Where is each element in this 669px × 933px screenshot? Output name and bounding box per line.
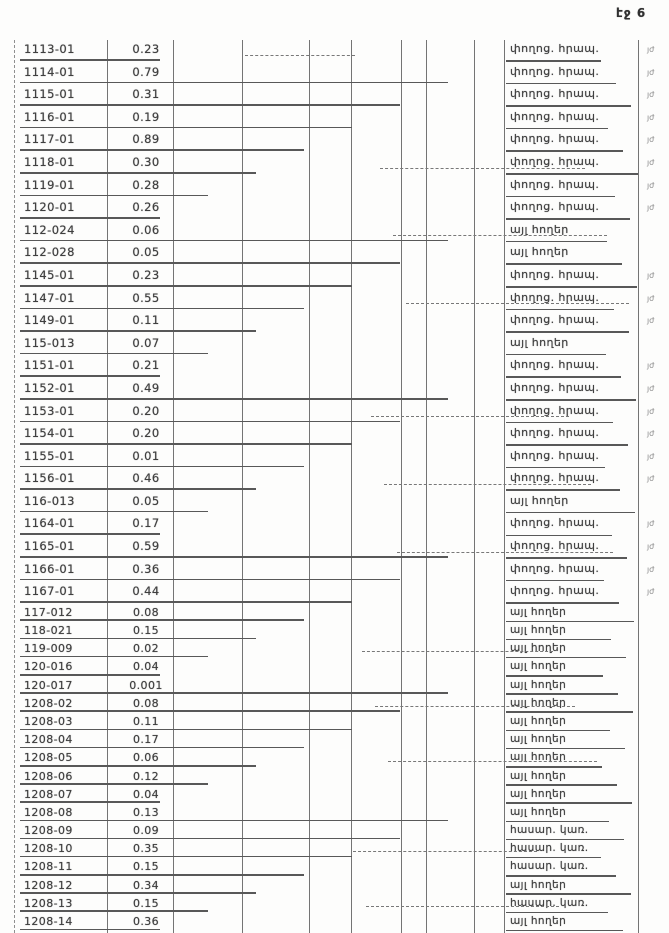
land-use: այլ հողեր bbox=[510, 751, 567, 764]
dashed-scan-line bbox=[371, 416, 569, 417]
row-underline bbox=[20, 82, 448, 84]
land-use: հասար. կառ. bbox=[510, 860, 589, 873]
row-underline bbox=[20, 856, 352, 858]
row-underline bbox=[20, 710, 400, 712]
margin-mark: յժ bbox=[647, 270, 655, 280]
area-value: 0.89 bbox=[132, 132, 160, 147]
dashed-scan-line bbox=[353, 851, 537, 852]
land-parcel-table bbox=[14, 40, 655, 933]
dashed-scan-line bbox=[393, 235, 607, 236]
land-use-underline bbox=[506, 675, 603, 677]
parcel-id: 1208-08 bbox=[24, 805, 73, 819]
table-rows bbox=[15, 40, 655, 933]
land-use-underline bbox=[506, 422, 613, 424]
margin-mark: յժ bbox=[647, 203, 655, 213]
parcel-id: 1115-01 bbox=[24, 87, 75, 102]
table-row bbox=[15, 424, 655, 447]
land-use: հասար. կառ. bbox=[510, 824, 589, 837]
land-use-underline bbox=[506, 730, 610, 732]
row-underline bbox=[20, 217, 160, 219]
row-underline bbox=[20, 330, 256, 332]
parcel-id: 1208-10 bbox=[24, 842, 73, 856]
row-underline bbox=[20, 195, 208, 197]
margin-mark: յժ bbox=[647, 474, 655, 484]
land-use-underline bbox=[506, 711, 633, 713]
margin-mark: յժ bbox=[647, 135, 655, 145]
area-value: 0.02 bbox=[132, 642, 160, 656]
dashed-scan-line bbox=[362, 651, 553, 652]
area-value: 0.21 bbox=[132, 358, 160, 373]
parcel-id: 119-009 bbox=[24, 642, 73, 656]
parcel-id: 112-028 bbox=[24, 245, 75, 260]
parcel-id: 1117-01 bbox=[24, 132, 75, 147]
parcel-id: 1147-01 bbox=[24, 290, 75, 305]
land-use: այլ հողեր bbox=[510, 678, 567, 691]
area-value: 0.49 bbox=[132, 380, 160, 395]
area-value: 0.46 bbox=[132, 471, 160, 486]
parcel-id: 1149-01 bbox=[24, 313, 75, 328]
area-value: 0.79 bbox=[132, 64, 160, 79]
table-row bbox=[15, 696, 639, 714]
land-use: փողոց. հրապ. bbox=[510, 471, 600, 485]
parcel-id: 1208-14 bbox=[24, 915, 73, 929]
row-underline bbox=[20, 240, 448, 242]
table-row bbox=[15, 85, 655, 108]
row-underline bbox=[20, 172, 256, 174]
parcel-id: 120-016 bbox=[24, 660, 73, 674]
table-row bbox=[15, 787, 639, 805]
area-value: 0.13 bbox=[132, 805, 160, 819]
land-use-underline bbox=[506, 286, 637, 288]
parcel-id: 1208-03 bbox=[24, 714, 73, 728]
margin-mark: յժ bbox=[647, 361, 655, 371]
table-row bbox=[15, 714, 639, 732]
dashed-scan-line bbox=[397, 552, 613, 553]
dashed-scan-line bbox=[406, 303, 629, 304]
parcel-id: 1208-13 bbox=[24, 896, 73, 910]
land-use-underline bbox=[506, 893, 631, 895]
table-row bbox=[15, 841, 639, 859]
land-use: փողոց. հրապ. bbox=[510, 516, 600, 530]
land-use-underline bbox=[506, 128, 608, 130]
row-underline bbox=[20, 838, 400, 840]
parcel-id: 1116-01 bbox=[24, 109, 75, 124]
land-use-underline bbox=[506, 218, 630, 220]
land-use: այլ հողեր bbox=[510, 805, 567, 818]
margin-mark: յժ bbox=[647, 587, 655, 597]
land-use: այլ հողեր bbox=[510, 915, 567, 928]
land-use-underline bbox=[506, 930, 623, 932]
parcel-id: 117-012 bbox=[24, 605, 73, 619]
table-row bbox=[15, 402, 655, 425]
parcel-id: 1153-01 bbox=[24, 403, 75, 418]
parcel-id: 1113-01 bbox=[24, 42, 75, 56]
row-underline bbox=[20, 149, 304, 151]
land-use-underline bbox=[506, 784, 617, 786]
margin-mark: յժ bbox=[647, 519, 655, 529]
land-use-underline bbox=[506, 467, 605, 469]
row-underline bbox=[20, 874, 304, 876]
land-use: այլ հողեր bbox=[510, 335, 569, 349]
area-value: 0.06 bbox=[132, 222, 160, 237]
area-value: 0.28 bbox=[132, 177, 160, 192]
parcel-id: 1208-05 bbox=[24, 751, 73, 765]
area-value: 0.36 bbox=[132, 915, 160, 929]
area-value: 0.44 bbox=[132, 584, 160, 599]
parcel-id: 116-013 bbox=[24, 493, 75, 508]
table-row bbox=[15, 896, 639, 914]
area-value: 0.08 bbox=[132, 605, 160, 619]
table-row bbox=[15, 153, 655, 176]
land-use: փողոց. հրապ. bbox=[510, 584, 600, 598]
area-value: 0.19 bbox=[132, 109, 160, 124]
area-value: 0.07 bbox=[132, 335, 160, 350]
land-use-underline bbox=[506, 489, 620, 491]
row-underline bbox=[20, 466, 304, 468]
table-row bbox=[15, 514, 655, 537]
parcel-id: 112-024 bbox=[24, 222, 75, 237]
land-use: այլ հողեր bbox=[510, 878, 567, 891]
margin-mark: յժ bbox=[647, 406, 655, 416]
land-use: այլ հողեր bbox=[510, 624, 567, 637]
land-use-underline bbox=[506, 802, 632, 804]
parcel-id: 1145-01 bbox=[24, 267, 75, 282]
land-use: փողոց. հրապ. bbox=[510, 313, 600, 327]
area-value: 0.15 bbox=[132, 896, 160, 910]
table-row bbox=[15, 469, 655, 492]
row-underline bbox=[20, 59, 160, 61]
parcel-id: 1152-01 bbox=[24, 380, 75, 395]
area-value: 0.34 bbox=[132, 878, 160, 892]
land-use: այլ հողեր bbox=[510, 493, 569, 507]
land-use-underline bbox=[506, 354, 606, 356]
table-row bbox=[15, 379, 655, 402]
row-underline bbox=[20, 375, 160, 377]
row-underline bbox=[20, 619, 304, 621]
margin-mark: յժ bbox=[647, 383, 655, 393]
row-underline bbox=[20, 398, 448, 400]
row-underline bbox=[20, 747, 304, 749]
row-underline bbox=[20, 308, 304, 310]
margin-mark: յժ bbox=[647, 45, 655, 54]
land-use-underline bbox=[506, 512, 635, 514]
area-value: 0.08 bbox=[132, 696, 160, 710]
area-value: 0.11 bbox=[132, 714, 160, 728]
land-use: այլ հողեր bbox=[510, 222, 569, 236]
area-value: 0.01 bbox=[132, 448, 160, 463]
row-underline bbox=[20, 421, 400, 423]
table-row bbox=[15, 447, 655, 470]
land-use: փողոց. հրապ. bbox=[510, 561, 600, 575]
margin-mark: յժ bbox=[647, 316, 655, 326]
area-value: 0.23 bbox=[132, 42, 160, 56]
land-use: փողոց. հրապ. bbox=[510, 64, 600, 78]
area-value: 0.15 bbox=[132, 860, 160, 874]
area-value: 0.09 bbox=[132, 824, 160, 838]
land-use: այլ հողեր bbox=[510, 660, 567, 673]
parcel-id: 115-013 bbox=[24, 335, 75, 350]
row-underline bbox=[20, 929, 160, 931]
table-row bbox=[15, 605, 639, 623]
table-row bbox=[15, 805, 639, 823]
land-use-underline bbox=[506, 602, 619, 604]
table-row bbox=[15, 537, 655, 560]
row-underline bbox=[20, 262, 400, 264]
land-use-underline bbox=[506, 766, 602, 768]
parcel-id: 1167-01 bbox=[24, 584, 75, 599]
row-underline bbox=[20, 783, 208, 785]
parcel-id: 1208-12 bbox=[24, 878, 73, 892]
area-value: 0.20 bbox=[132, 403, 160, 418]
area-value: 0.35 bbox=[132, 842, 160, 856]
dashed-scan-line bbox=[388, 761, 597, 762]
table-row bbox=[15, 769, 639, 787]
land-use-underline bbox=[506, 639, 611, 641]
margin-mark: յժ bbox=[647, 429, 655, 439]
land-use-underline bbox=[506, 60, 601, 62]
row-underline bbox=[20, 104, 400, 106]
area-value: 0.05 bbox=[132, 493, 160, 508]
dashed-scan-line bbox=[380, 168, 585, 169]
area-value: 0.36 bbox=[132, 561, 160, 576]
parcel-id: 1165-01 bbox=[24, 539, 75, 554]
land-use-underline bbox=[506, 657, 626, 659]
row-underline bbox=[20, 656, 208, 658]
parcel-id: 1155-01 bbox=[24, 448, 75, 463]
land-use: փողոց. հրապ. bbox=[510, 42, 600, 55]
land-use-underline bbox=[506, 150, 623, 152]
parcel-id: 1154-01 bbox=[24, 426, 75, 441]
land-use: այլ հողեր bbox=[510, 714, 567, 727]
land-use: այլ հողեր bbox=[510, 605, 567, 618]
land-use: այլ հողեր bbox=[510, 696, 567, 709]
land-use: փողոց. հրապ. bbox=[510, 200, 600, 214]
dashed-scan-line bbox=[384, 484, 591, 485]
table-row bbox=[15, 176, 655, 199]
row-underline bbox=[20, 443, 352, 445]
area-value: 0.17 bbox=[132, 733, 160, 747]
parcel-id: 118-021 bbox=[24, 624, 73, 638]
margin-mark: յժ bbox=[647, 180, 655, 190]
parcel-id: 1166-01 bbox=[24, 561, 75, 576]
parcel-id: 1114-01 bbox=[24, 64, 75, 79]
area-value: 0.26 bbox=[132, 200, 160, 215]
table-row bbox=[15, 823, 639, 841]
row-underline bbox=[20, 820, 448, 822]
table-row bbox=[15, 289, 655, 312]
land-use: փողոց. հրապ. bbox=[510, 132, 600, 146]
land-use: հասար. կառ. bbox=[510, 896, 589, 909]
land-use-underline bbox=[506, 557, 627, 559]
area-value: 0.20 bbox=[132, 426, 160, 441]
land-use-underline bbox=[506, 241, 607, 243]
row-underline bbox=[20, 488, 256, 490]
row-underline bbox=[20, 765, 256, 767]
table-row bbox=[15, 198, 655, 221]
area-value: 0.001 bbox=[129, 678, 163, 692]
parcel-id: 1151-01 bbox=[24, 358, 75, 373]
area-value: 0.31 bbox=[132, 87, 160, 102]
land-use: փողոց. հրապ. bbox=[510, 403, 600, 417]
parcel-id: 120-017 bbox=[24, 678, 73, 692]
table-row bbox=[15, 859, 639, 877]
land-use: այլ հողեր bbox=[510, 787, 567, 800]
row-underline bbox=[20, 910, 208, 912]
table-row bbox=[15, 678, 639, 696]
margin-mark: յժ bbox=[647, 451, 655, 461]
land-use-underline bbox=[506, 580, 604, 582]
dashed-scan-line bbox=[375, 706, 575, 707]
margin-mark: յժ bbox=[647, 67, 655, 77]
land-use-underline bbox=[506, 535, 612, 537]
table-row bbox=[15, 108, 655, 131]
table-row bbox=[15, 356, 655, 379]
land-use: փողոց. հրապ. bbox=[510, 380, 600, 394]
land-use-underline bbox=[506, 857, 601, 859]
land-use-underline bbox=[506, 331, 629, 333]
land-use: փողոց. հրապ. bbox=[510, 109, 600, 123]
margin-mark: յժ bbox=[647, 564, 655, 574]
area-value: 0.12 bbox=[132, 769, 160, 783]
table-row bbox=[15, 243, 639, 266]
land-use-underline bbox=[506, 621, 634, 623]
parcel-id: 1208-11 bbox=[24, 860, 73, 874]
table-row bbox=[15, 641, 639, 659]
area-value: 0.30 bbox=[132, 154, 160, 169]
land-use-underline bbox=[506, 105, 631, 107]
area-value: 0.04 bbox=[132, 787, 160, 801]
table-row bbox=[15, 732, 639, 750]
land-use-underline bbox=[506, 444, 628, 446]
land-use: հասար. կառ. bbox=[510, 842, 589, 855]
land-use-underline bbox=[506, 875, 616, 877]
land-use: փողոց. հրապ. bbox=[510, 539, 600, 553]
land-use-underline bbox=[506, 309, 614, 311]
table-row bbox=[15, 659, 639, 677]
margin-mark: յժ bbox=[647, 157, 655, 167]
table-row bbox=[15, 623, 639, 641]
row-underline bbox=[20, 601, 352, 603]
land-use: փողոց. հրապ. bbox=[510, 267, 600, 281]
land-use: փողոց. հրապ. bbox=[510, 448, 600, 462]
land-use: այլ հողեր bbox=[510, 642, 567, 655]
row-underline bbox=[20, 801, 160, 803]
area-value: 0.55 bbox=[132, 290, 160, 305]
land-use: փողոց. հրապ. bbox=[510, 426, 600, 440]
row-underline bbox=[20, 692, 448, 694]
land-use-underline bbox=[506, 821, 609, 823]
land-use-underline bbox=[506, 376, 621, 378]
table-row bbox=[15, 266, 655, 289]
area-value: 0.11 bbox=[132, 313, 160, 328]
parcel-id: 1119-01 bbox=[24, 177, 75, 192]
row-underline bbox=[20, 285, 352, 287]
land-use: փողոց. հրապ. bbox=[510, 154, 600, 168]
area-value: 0.15 bbox=[132, 624, 160, 638]
row-underline bbox=[20, 511, 208, 513]
table-row bbox=[15, 40, 655, 63]
page-number: էջ 6 bbox=[616, 6, 647, 20]
parcel-id: 1118-01 bbox=[24, 154, 75, 169]
land-use-underline bbox=[506, 839, 624, 841]
land-use: փողոց. հրապ. bbox=[510, 290, 600, 304]
land-use-underline bbox=[506, 196, 615, 198]
margin-mark: յժ bbox=[647, 90, 655, 100]
area-value: 0.59 bbox=[132, 539, 160, 554]
land-use-underline bbox=[506, 748, 625, 750]
row-underline bbox=[20, 353, 208, 355]
parcel-id: 1208-06 bbox=[24, 769, 73, 783]
parcel-id: 1208-09 bbox=[24, 824, 73, 838]
parcel-id: 1164-01 bbox=[24, 516, 75, 531]
land-use: այլ հողեր bbox=[510, 733, 567, 746]
area-value: 0.05 bbox=[132, 245, 160, 260]
table-row bbox=[15, 750, 639, 768]
land-use-underline bbox=[506, 263, 622, 265]
row-underline bbox=[20, 127, 352, 129]
margin-mark: յժ bbox=[647, 293, 655, 303]
land-use: այլ հողեր bbox=[510, 245, 569, 259]
row-underline bbox=[20, 533, 160, 535]
table-row bbox=[15, 878, 639, 896]
land-use-underline bbox=[506, 173, 638, 175]
parcel-id: 1120-01 bbox=[24, 200, 75, 215]
row-underline bbox=[20, 638, 256, 640]
row-underline bbox=[20, 674, 160, 676]
table-row bbox=[15, 311, 655, 334]
land-use: փողոց. հրապ. bbox=[510, 177, 600, 191]
row-underline bbox=[20, 892, 256, 894]
area-value: 0.23 bbox=[132, 267, 160, 282]
dashed-scan-line bbox=[245, 55, 355, 56]
dashed-scan-line bbox=[366, 906, 559, 907]
land-use-underline bbox=[506, 83, 616, 85]
parcel-id: 1156-01 bbox=[24, 471, 75, 486]
row-underline bbox=[20, 579, 400, 581]
land-use: փողոց. հրապ. bbox=[510, 87, 600, 101]
land-use-underline bbox=[506, 912, 608, 914]
area-value: 0.17 bbox=[132, 516, 160, 531]
land-use: այլ հողեր bbox=[510, 769, 567, 782]
parcel-id: 1208-02 bbox=[24, 696, 73, 710]
table-row bbox=[15, 560, 655, 583]
land-use: փողոց. հրապ. bbox=[510, 358, 600, 372]
row-underline bbox=[20, 556, 448, 558]
table-row bbox=[15, 334, 639, 357]
parcel-id: 1208-04 bbox=[24, 733, 73, 747]
land-use-underline bbox=[506, 399, 636, 401]
parcel-id: 1208-07 bbox=[24, 787, 73, 801]
table-row bbox=[15, 492, 639, 515]
table-row bbox=[15, 130, 655, 153]
area-value: 0.06 bbox=[132, 751, 160, 765]
table-row bbox=[15, 914, 639, 932]
area-value: 0.04 bbox=[132, 660, 160, 674]
land-use-underline bbox=[506, 693, 618, 695]
margin-mark: յժ bbox=[647, 542, 655, 552]
table-row bbox=[15, 221, 639, 244]
table-row bbox=[15, 63, 655, 86]
table-row bbox=[15, 582, 655, 605]
row-underline bbox=[20, 729, 352, 731]
margin-mark: յժ bbox=[647, 112, 655, 122]
